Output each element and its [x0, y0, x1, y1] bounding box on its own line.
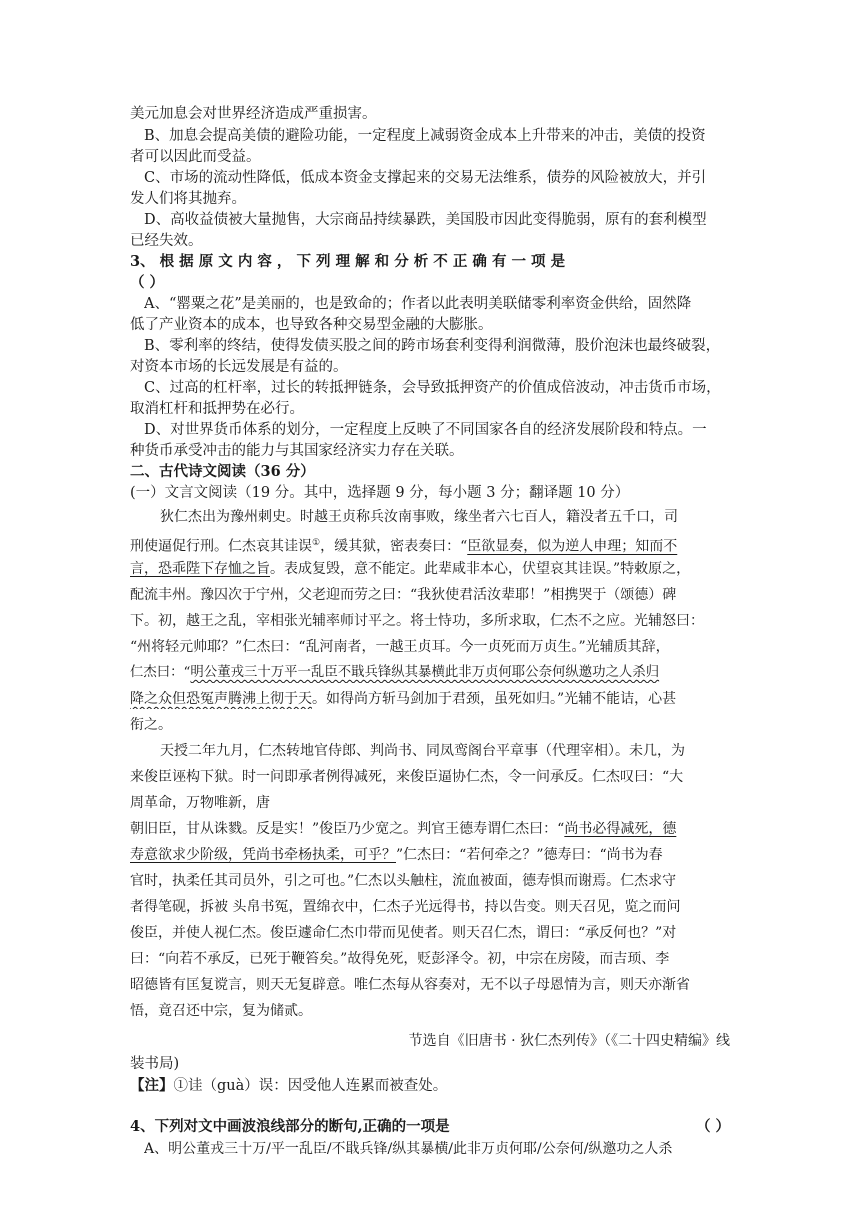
passage-line: 天授二年九月，仁杰转地官侍郎、判尚书、同凤鸾阁台平章事（代理宰相）。未几，为 — [160, 743, 685, 759]
underlined-text: 臣欲显奏，似为逆人申理；知而不 — [467, 538, 678, 555]
passage-line: 寿意欲求少阶级，凭尚书牵杨执柔，可乎？”仁杰曰：“若何牵之？”德寿曰：“尚书为春 — [130, 847, 663, 863]
footnote-label: 【注】 — [130, 1077, 174, 1094]
passage-line: 言，恐乖陛下存恤之旨。表成复毁，意不能定。此辈咸非本心，伏望哀其诖误。”特敕原之， — [130, 561, 691, 577]
answer-paren: （ ） — [695, 1118, 730, 1135]
question-3-stem: 3、 根 据 原 文 内 容 ， 下 列 理 解 和 分 析 不 正 确 有 一 项 是 — [130, 253, 566, 270]
option-d: D、高收益债被大量抛售，大宗商品持续暴跌，美国股市因此变得脆弱，原有的套利模型 — [144, 212, 707, 228]
underlined-text: 寿意欲求少阶级，凭尚书牵杨执柔，可乎？ — [130, 847, 396, 863]
option-d: D、对世界货币体系的划分，一定程度上反映了不同国家各自的经济发展阶段和特点。一 — [144, 422, 707, 438]
text-line: 者可以因此而受益。 — [130, 149, 261, 165]
text-line: 发人们将其抛弃。 — [130, 191, 246, 207]
passage-line: 仁杰曰：“明公董戎三十万平一乱臣不戢兵锋纵其暴横此非万贞何耶公奈何纵邀功之人杀归 — [130, 665, 660, 680]
passage-line: 俊臣，并使人视仁杰。俊臣遽命仁杰巾带而见使者。则天召仁杰，谓曰：“承反何也？”对 — [130, 925, 677, 941]
text-line: 美元加息会对世界经济造成严重损害。 — [130, 106, 377, 122]
option-c: C、市场的流动性降低，低成本资金支撑起来的交易无法维系，债券的风险被放大，并引 — [144, 170, 707, 186]
passage-line: 周革命，万物唯新，唐 — [130, 795, 270, 811]
footnote-text: ①诖（guà）误：因受他人连累而被查处。 — [173, 1078, 448, 1094]
question-4-stem: 4、下列对文中画波浪线部分的断句,正确的一项是 （ ） — [130, 1118, 730, 1135]
text-line: 种货币承受冲击的能力与其国家经济实力存在关联。 — [130, 443, 464, 459]
option-b: B、加息会提高美债的避险功能，一定程度上减弱资金成本上升带来的冲击，美债的投资 — [144, 128, 706, 144]
source-citation: 节选自《旧唐书 · 狄仁杰列传》（《二十四史精编》线 — [408, 1033, 730, 1049]
passage-line: 降之众但恐冤声腾沸上彻于天。如得尚方斩马剑加于君颈，虽死如归。”光辅不能诘，心甚 — [130, 691, 677, 707]
passage-line: 昭德皆有匡复谠言，则天无复辟意。唯仁杰每从容奏对，无不以子母恩情为言，则天亦渐省 — [130, 977, 690, 993]
passage-line: “州将轻元帅耶？”仁杰曰：“乱河南者，一越王贞耳。今一贞死而万贞生。”光辅质其辞， — [130, 639, 670, 655]
option-a: A、明公董戎三十万/平一乱臣/不戢兵锋/纵其暴横/此非万贞何耶/公奈何/纵邀功之人杀 — [144, 1141, 673, 1157]
footnote — [130, 1076, 730, 1096]
passage-line: 狄仁杰出为豫州刺史。时越王贞称兵汝南事败，缘坐者六七百人，籍没者五千口，司 — [160, 509, 678, 525]
footnote-marker: ① — [312, 538, 321, 548]
passage-line: 者得笔砚，拆被 头帛书冤，置绵衣中，仁杰子光远得书，持以告变。则天召见，览之而问 — [130, 899, 681, 915]
passage-line: 刑使逼促行刑。仁杰哀其诖误①，缓其狱，密表奏曰：“臣欲显奏，似为逆人申理；知而不 — [130, 538, 678, 555]
option-a: A、“罂粟之花”是美丽的，也是致命的；作者以此表明美联储零利率资金供给，固然降 — [144, 296, 692, 312]
passage-line: 下。初，越王之乱，宰相张光辅率师讨平之。将士恃功，多所求取，仁杰不之应。光辅怒曰： — [130, 613, 704, 629]
passage-line: 悟，竟召还中宗，复为储贰。 — [130, 1003, 312, 1019]
passage-line: 衔之。 — [130, 717, 172, 733]
wavy-underlined-text: 降之众但恐冤声腾沸上彻于天 — [130, 691, 312, 707]
option-b: B、零利率的终结，使得发债买股之间的跨市场套利变得利润微薄，股价泡沫也最终破裂， — [144, 338, 721, 354]
passage-line: 配流丰州。豫囚次于宁州，父老迎而劳之曰：“我狄使君活汝辈耶！”相携哭于（颂德）碑 — [130, 587, 677, 603]
source-citation-cont: 装书局) — [130, 1056, 180, 1072]
answer-paren: （ ） — [130, 274, 165, 291]
passage-line: 朝旧臣，甘从诛戮。反是实！”俊臣乃少宽之。判官王德寿谓仁杰曰：“尚书必得减死，德 — [130, 821, 677, 837]
section-heading: 二、古代诗文阅读（36 分） — [130, 463, 315, 480]
subsection-heading: (一）文言文阅读（19 分。其中，选择题 9 分，每小题 3 分；翻译题 10 分） — [130, 485, 630, 501]
option-c: C、过高的杠杆率，过长的转抵押链条，会导致抵押资产的价值成倍波动，冲击货币市场， — [144, 380, 721, 396]
text-line: 取消杠杆和抵押势在必行。 — [130, 401, 304, 417]
underlined-text: 言，恐乖陛下存恤之旨 — [130, 561, 270, 577]
text-line: 低了产业资本的成本，也导致各种交易型金融的大膨胀。 — [130, 317, 493, 333]
passage-line: 来俊臣诬构下狱。时一问即承者例得减死，来俊臣逼协仁杰，令一问承反。仁杰叹曰：“大 — [130, 769, 684, 785]
wavy-underlined-text: 明公董戎三十万平一乱臣不戢兵锋纵其暴横此非万贞何耶公奈何纵邀功之人杀归 — [190, 665, 660, 680]
passage-line: 曰：“向若不承反，已死于鞭笞矣。”故得免死，贬彭泽令。初，中宗在房陵，而吉顼、李 — [130, 951, 670, 967]
passage-line: 官时，执柔任其司员外，引之可也。”仁杰以头触柱，流血被面，德寿惧而谢焉。仁杰求守 — [130, 873, 677, 889]
text-line: 已经失效。 — [130, 233, 203, 249]
underlined-text: 尚书必得减死，德 — [564, 821, 677, 837]
text-line: 对资本市场的长远发展是有益的。 — [130, 359, 348, 375]
